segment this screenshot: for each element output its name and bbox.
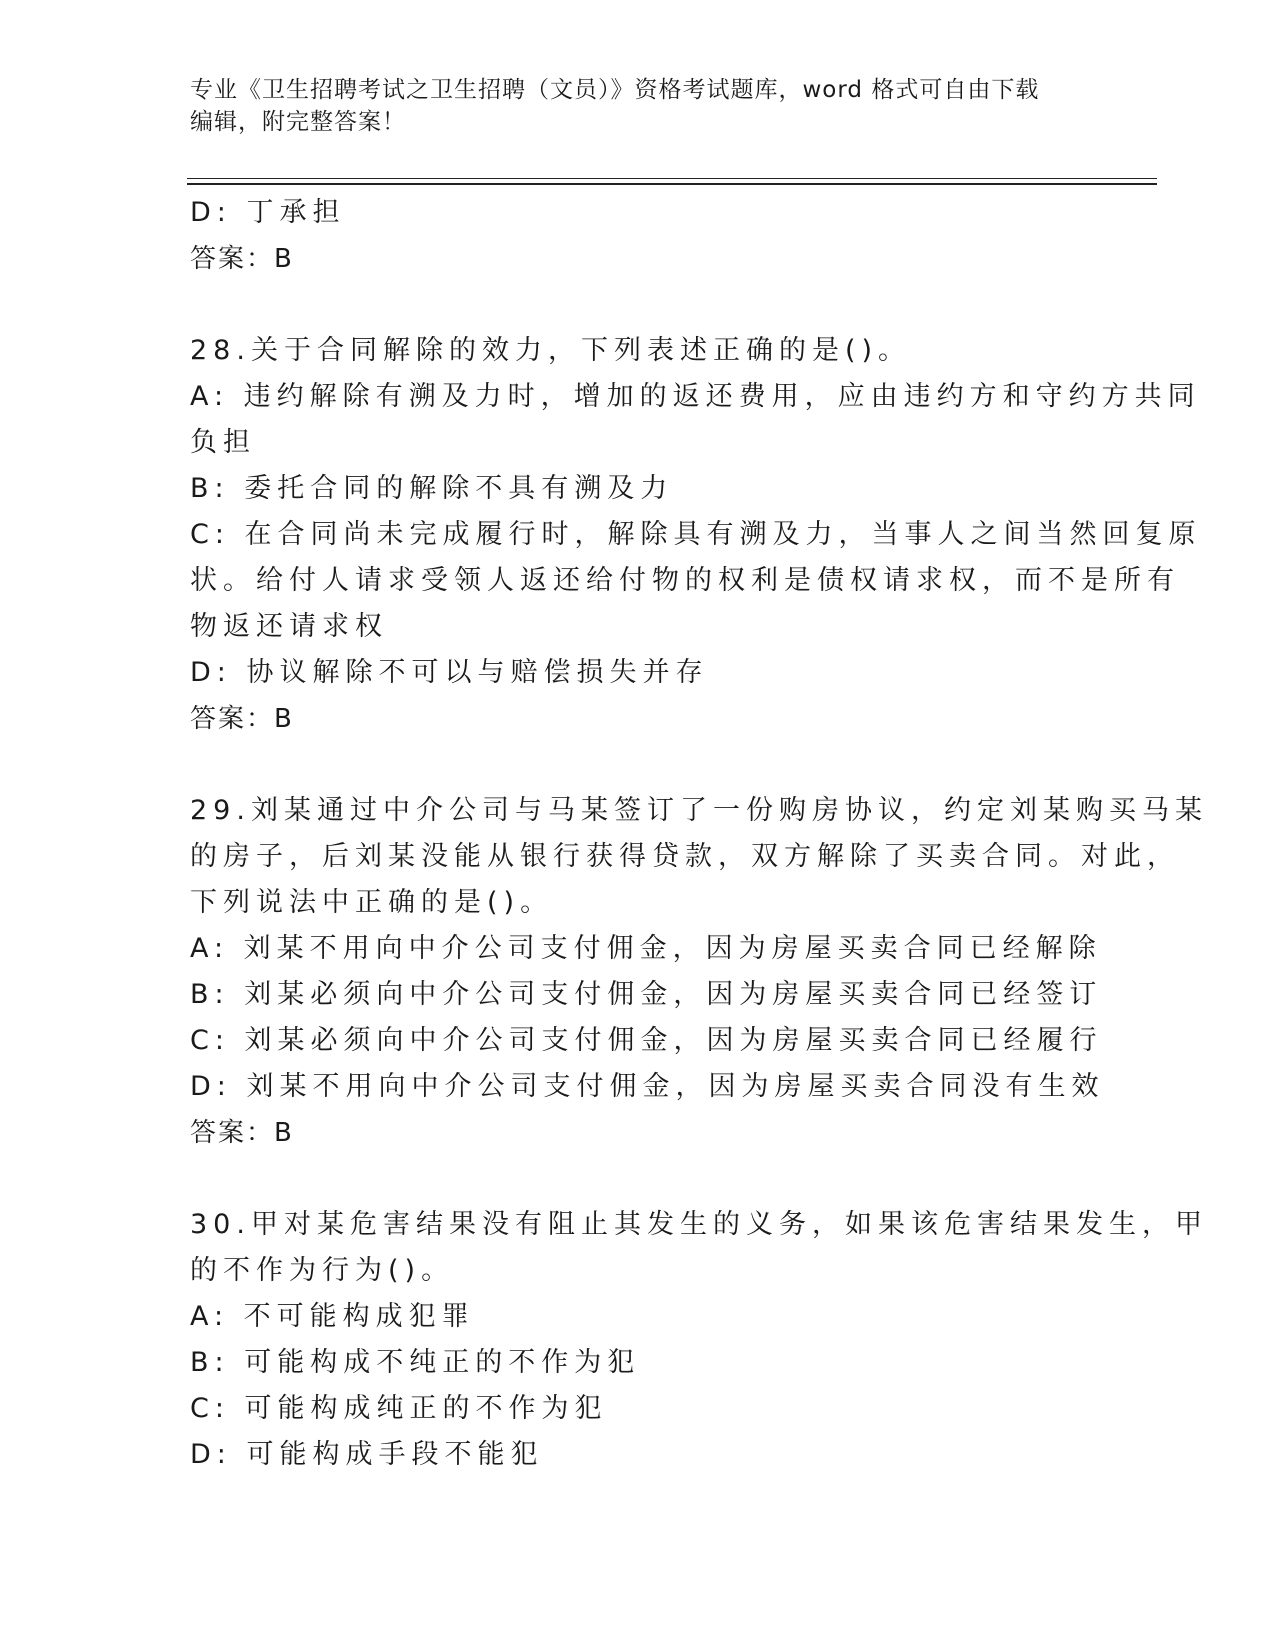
question-30 — [190, 1202, 1208, 1478]
question-28-option-a-line-2: 负担 — [190, 427, 256, 458]
question-28-answer: 答案：B — [190, 704, 294, 734]
spacer — [190, 742, 1090, 788]
question-28 — [190, 328, 1202, 742]
question-30-option-a: A: 不可能构成犯罪 — [190, 1301, 475, 1332]
page-header — [190, 74, 1090, 138]
question-29-stem-line-3: 下列说法中正确的是()。 — [190, 887, 554, 918]
question-content — [190, 190, 1208, 1478]
question-30-option-d: D: 可能构成手段不能犯 — [190, 1439, 544, 1470]
header-line-1: 专业《卫生招聘考试之卫生招聘（文员）》资格考试题库，word 格式可自由下载 — [190, 77, 1040, 103]
question-28-option-c-line-1: C: 在合同尚未完成履行时，解除具有溯及力，当事人之间当然回复原 — [190, 519, 1202, 550]
question-29-stem-line-1: 29.刘某通过中介公司与马某签订了一份购房协议，约定刘某购买马某 — [190, 795, 1208, 826]
question-28-option-b: B: 委托合同的解除不具有溯及力 — [190, 473, 674, 504]
question-30-stem-line-2: 的不作为行为()。 — [190, 1255, 455, 1286]
spacer — [190, 1156, 1090, 1202]
question-29-option-c: C: 刘某必须向中介公司支付佣金，因为房屋买卖合同已经履行 — [190, 1025, 1103, 1056]
question-28-option-c-line-2: 状。给付人请求受领人返还给付物的权利是债权请求权，而不是所有 — [190, 565, 1180, 596]
spacer — [190, 282, 1090, 328]
question-28-option-c-line-3: 物返还请求权 — [190, 611, 388, 642]
question-30-option-b: B: 可能构成不纯正的不作为犯 — [190, 1347, 641, 1378]
question-28-option-d: D: 协议解除不可以与赔偿损失并存 — [190, 657, 709, 688]
prev-answer: 答案：B — [190, 244, 294, 274]
question-29-stem-line-2: 的房子，后刘某没能从银行获得贷款，双方解除了买卖合同。对此， — [190, 841, 1180, 872]
question-29 — [190, 788, 1208, 1156]
question-28-stem: 28.关于合同解除的效力，下列表述正确的是()。 — [190, 335, 912, 366]
prev-option-d: D: 丁承担 — [190, 197, 346, 228]
question-29-option-d: D: 刘某不用向中介公司支付佣金，因为房屋买卖合同没有生效 — [190, 1071, 1105, 1102]
question-29-option-b: B: 刘某必须向中介公司支付佣金，因为房屋买卖合同已经签订 — [190, 979, 1103, 1010]
header-line-2: 编辑，附完整答案！ — [190, 109, 406, 135]
question-28-option-a-line-1: A: 违约解除有溯及力时，增加的返还费用，应由违约方和守约方共同 — [190, 381, 1201, 412]
question-30-option-c: C: 可能构成纯正的不作为犯 — [190, 1393, 608, 1424]
question-29-option-a: A: 刘某不用向中介公司支付佣金，因为房屋买卖合同已经解除 — [190, 933, 1102, 964]
question-30-stem-line-1: 30.甲对某危害结果没有阻止其发生的义务，如果该危害结果发生，甲 — [190, 1209, 1208, 1240]
header-divider-thick — [187, 183, 1157, 185]
header-divider-thin — [187, 178, 1157, 179]
question-29-answer: 答案：B — [190, 1118, 294, 1148]
